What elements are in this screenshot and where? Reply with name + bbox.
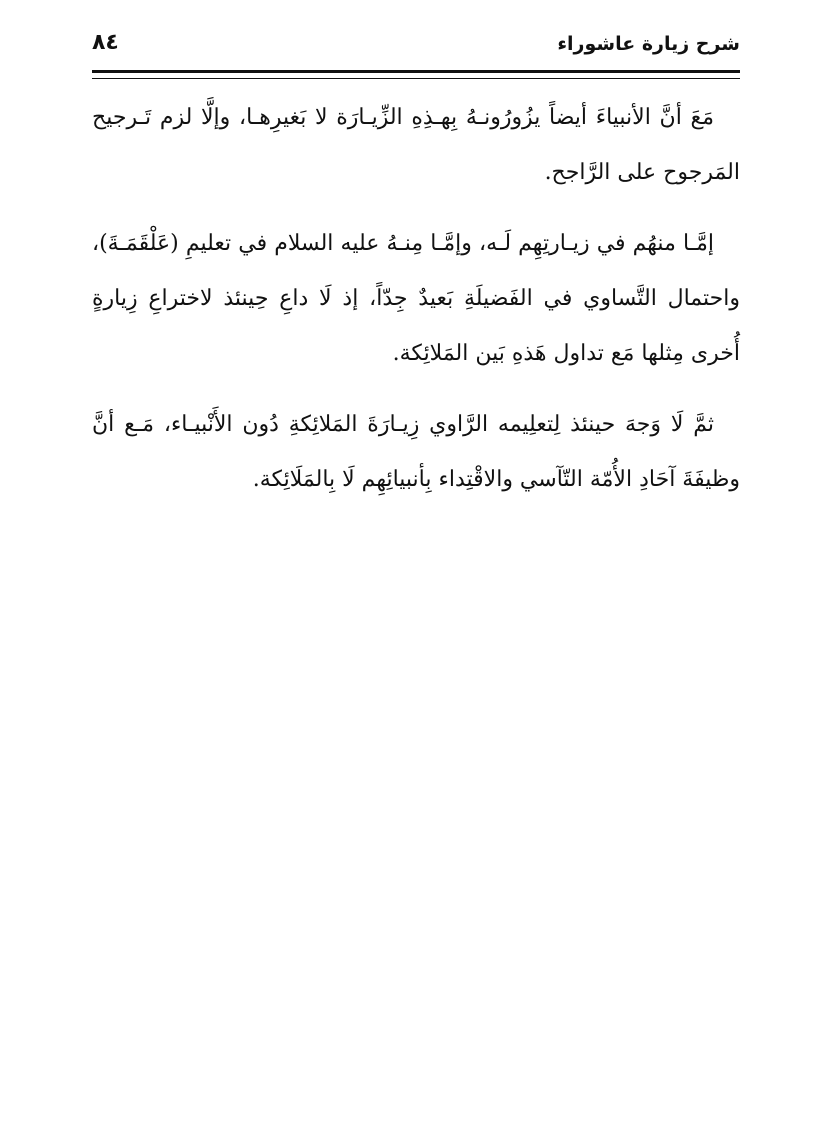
body-text	[92, 90, 740, 523]
page-number: ٨٤	[92, 30, 119, 55]
paragraph-3: ثمَّ لَا وَجهَ حينئذ لِتعلِيمه الرَّاوي زِيـارَةَ المَلائِكةِ دُون الأَنْبيـاء، مَـع أنَّ وظيفَةَ آحَادِ الأُمّة التّآسي والاقْتِداء بِأنبيائِهِم لَا بِالمَلَائِكة.	[92, 412, 740, 492]
header-rule-thin	[92, 78, 740, 79]
header-rule-thick	[92, 70, 740, 73]
header-title: شرح زيارة عاشوراء	[557, 33, 740, 55]
paragraph-1: مَعَ أنَّ الأنبياءَ أيضاً يزُورُونـهُ بِهـذِهِ الزِّيـارَة لا بَغيرِهـا، وإلَّا لزم تَـرجيح المَرجوح على الرَّاجح.	[92, 105, 740, 185]
paragraph-2: إمَّـا منهُم في زيـارتِهِم لَـه، وإمَّـا مِنـهُ عليه السلام في تعليمِ (عَلْقَمَـةَ)، واحتمال التَّساوي في الفَضيلَةِ بَعيدٌ جِدّاً، إذ لَا داعِ حِينئذ لاختراعِ زِيارةٍ أُخرى مِثلها مَع تداول هَذهِ بَين المَلائِكة.	[92, 231, 740, 366]
running-header	[92, 28, 740, 62]
